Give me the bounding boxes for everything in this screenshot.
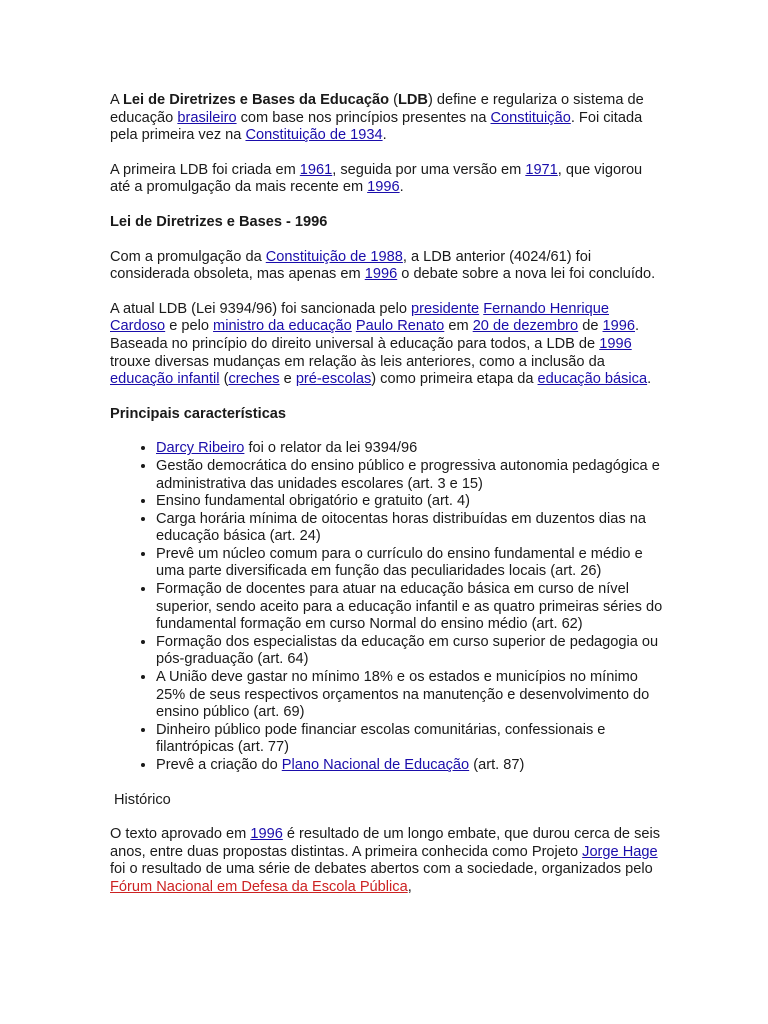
list-item: • A União deve gastar no mínimo 18% e os estados e municípios no mínimo 25% de seus respectivos orçamentos na manutenção e desenvolvimento do ensino público (art. 69) xyxy=(156,669,666,722)
link-1996[interactable]: 1996 xyxy=(364,266,398,283)
section-heading-ldb-1996: Lei de Diretrizes e Bases - 1996 xyxy=(110,213,328,230)
list-item xyxy=(156,440,666,458)
link-1996[interactable]: 1996 xyxy=(599,335,632,352)
link-educacao-basica[interactable]: educação básica xyxy=(537,371,648,388)
list-item: • Carga horária mínima de oitocentas horas distribuídas em duzentos dias na educação básica (art. 24) xyxy=(156,511,666,546)
text: (art. 87) xyxy=(469,757,525,773)
link-paulo-renato[interactable]: Paulo Renato xyxy=(355,318,445,335)
link-1971[interactable]: 1971 xyxy=(525,161,558,178)
intro-paragraph xyxy=(110,92,666,145)
text: O texto aprovado em xyxy=(110,826,251,843)
historico-paragraph xyxy=(110,826,666,896)
list-item: • Ensino fundamental obrigatório e gratuito (art. 4) xyxy=(156,493,666,511)
text: foi o relator da lei 9394/96 xyxy=(244,440,418,457)
link-pre-escolas[interactable]: pré-escolas xyxy=(295,371,372,388)
list-item: • Prevê um núcleo comum para o currículo do ensino fundamental e médio e uma parte diversificada em função das peculiaridades locais (art. 26) xyxy=(156,546,666,581)
link-ministro-da-educacao[interactable]: ministro da educação xyxy=(213,318,352,335)
text: ) como primeira etapa da xyxy=(371,371,538,388)
bold-acronym: LDB xyxy=(397,92,428,108)
text: A atual LDB (Lei 9394/96) foi sancionada pelo xyxy=(110,300,412,317)
list-item: • Formação de docentes para atuar na educação básica em curso de nível superior, sendo aceito para a educação infantil e as quatro primeiras séries do fundamental formação em curso Normal do ensino médio (art. 62) xyxy=(156,581,666,634)
link-1961[interactable]: 1961 xyxy=(299,161,333,178)
text: e xyxy=(279,371,296,388)
link-educacao-infantil[interactable]: educação infantil xyxy=(110,371,220,388)
document-body xyxy=(110,92,666,914)
text: , xyxy=(407,878,412,895)
text: é resultado de um longo embate, que durou cerca de seis anos, entre duas propostas distintas. A primeira conhecida como Projeto xyxy=(110,826,661,860)
list-item xyxy=(156,757,666,775)
text: e pelo xyxy=(165,318,214,335)
text: de xyxy=(578,318,603,335)
link-1996[interactable]: 1996 xyxy=(602,318,635,335)
text: Prevê a criação do xyxy=(156,757,282,773)
text: foi o resultado de uma série de debates abertos com a sociedade, organizados pelo xyxy=(110,861,653,878)
text: . xyxy=(399,179,404,196)
text: . Baseada no princípio do direito universal à educação para todos, a LDB de xyxy=(110,318,640,352)
history-paragraph xyxy=(110,162,666,197)
promulgation-paragraph xyxy=(110,249,666,284)
link-fernando-henrique-cardoso[interactable]: Fernando Henrique Cardoso xyxy=(110,300,609,335)
characteristics-list xyxy=(110,440,666,774)
text: ) define e regulariza o sistema de educação xyxy=(110,92,644,126)
text: o debate sobre a nova lei foi concluído. xyxy=(397,266,656,283)
text: ( xyxy=(219,371,229,388)
text: , seguida por uma versão em xyxy=(332,161,526,178)
text: com base nos princípios presentes na xyxy=(236,109,491,126)
current-ldb-paragraph xyxy=(110,301,666,389)
text: , que vigorou até a promulgação da mais recente em xyxy=(110,161,643,196)
text: . Foi citada pela primeira vez na xyxy=(110,109,643,144)
link-forum-nacional[interactable]: Fórum Nacional em Defesa da Escola Pública xyxy=(110,878,408,895)
link-constituicao-1934[interactable]: Constituição de 1934 xyxy=(245,127,383,144)
link-constituicao-1988[interactable]: Constituição de 1988 xyxy=(265,248,403,265)
bold-term: Lei de Diretrizes e Bases da Educação xyxy=(122,92,390,108)
link-constituicao[interactable]: Constituição xyxy=(490,109,571,126)
section-heading-caracteristicas: Principais características xyxy=(110,405,287,422)
text: A primeira LDB foi criada em xyxy=(110,161,300,178)
link-creches[interactable]: creches xyxy=(228,371,280,388)
text: trouxe diversas mudanças em relação às leis anteriores, como a inclusão da xyxy=(110,353,605,370)
text: ( xyxy=(389,92,398,108)
list-item: • Formação dos especialistas da educação em curso superior de pedagogia ou pós-graduação (art. 64) xyxy=(156,634,666,669)
link-1996[interactable]: 1996 xyxy=(367,179,400,196)
link-plano-nacional-de-educacao[interactable]: Plano Nacional de Educação xyxy=(281,757,470,773)
link-20-de-dezembro[interactable]: 20 de dezembro xyxy=(472,318,579,335)
link-brasileiro[interactable]: brasileiro xyxy=(177,109,237,126)
text: . xyxy=(647,371,652,388)
link-jorge-hage[interactable]: Jorge Hage xyxy=(582,843,658,860)
list-item: • Dinheiro público pode financiar escolas comunitárias, confessionais e filantrópicas (art. 77) xyxy=(156,722,666,757)
text: , a LDB anterior (4024/61) foi considerada obsoleta, mas apenas em xyxy=(110,248,592,283)
section-heading-historico: Histórico xyxy=(114,791,171,808)
text: em xyxy=(444,318,473,335)
link-presidente[interactable]: presidente xyxy=(411,300,480,317)
list-item: • Gestão democrática do ensino público e progressiva autonomia pedagógica e administrativa das unidades escolares (art. 3 e 15) xyxy=(156,458,666,493)
text: . xyxy=(382,127,387,144)
link-darcy-ribeiro[interactable]: Darcy Ribeiro xyxy=(156,440,245,457)
text: A xyxy=(110,92,123,108)
text: Com a promulgação da xyxy=(110,248,266,265)
link-1996[interactable]: 1996 xyxy=(250,826,283,843)
